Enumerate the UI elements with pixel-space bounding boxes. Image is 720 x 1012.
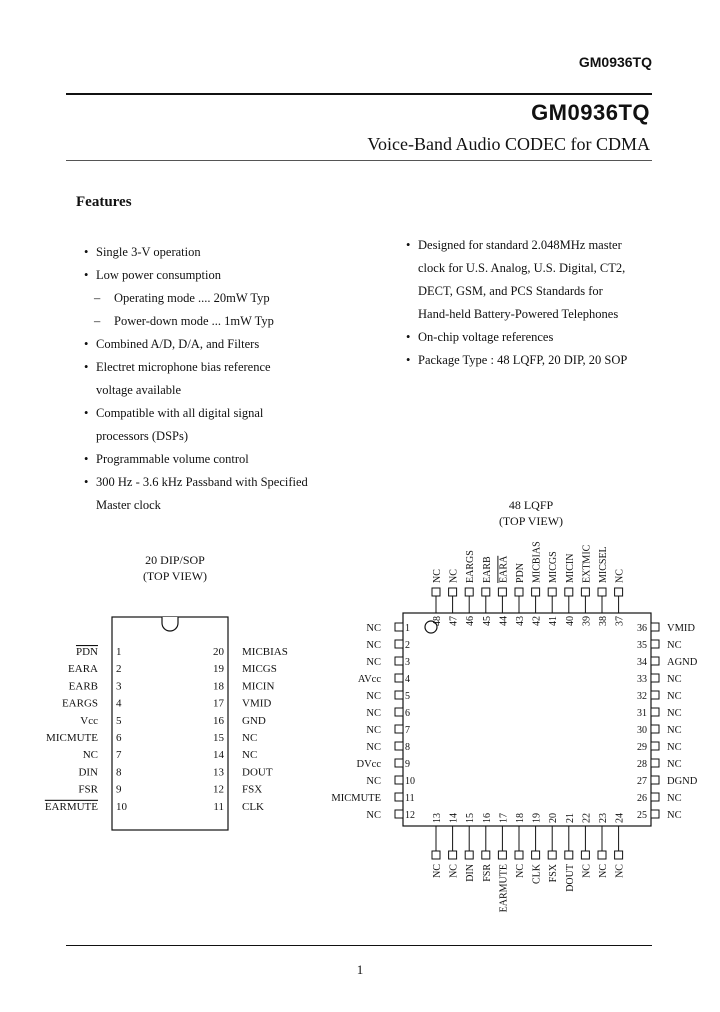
lqfp-pin-number: 38 <box>598 616 609 626</box>
feature-text: Programmable volume control <box>96 452 249 466</box>
lqfp-pin-pad <box>432 588 440 596</box>
lqfp-pin-number: 11 <box>405 793 415 804</box>
lqfp-pin-label: MICGS <box>548 551 560 583</box>
dip-pin-number: 8 <box>116 766 122 779</box>
lqfp-pin-pad <box>565 851 573 859</box>
lqfp-pin-number: 39 <box>581 616 593 626</box>
lqfp-pin-number: 41 <box>548 616 560 626</box>
dip-pin-label: PDN <box>75 646 98 658</box>
lqfp-pin-pad <box>615 851 623 859</box>
lqfp-pin-pad <box>548 588 556 596</box>
dip-pin-number: 20 <box>213 646 224 658</box>
lqfp-pin-label: NC <box>448 569 460 583</box>
feature-text: processors (DSPs) <box>96 429 189 443</box>
dip-pin-number: 11 <box>213 800 224 813</box>
lqfp-pin-pad <box>532 851 540 859</box>
lqfp-pin-pad <box>581 588 589 596</box>
lqfp-pin-label: DGND <box>667 776 698 787</box>
dip-pin-number: 10 <box>116 800 127 813</box>
dip-pin-label: MICIN <box>242 680 275 693</box>
dip-pin-number: 7 <box>116 749 122 762</box>
lqfp-pin-label: NC <box>366 810 381 821</box>
lqfp-pin-pad <box>651 725 659 733</box>
lqfp-pin-label: EXTMIC <box>581 544 593 583</box>
dip-pin-number: 18 <box>213 680 224 693</box>
lqfp-pin-number: 46 <box>465 616 477 626</box>
lqfp-pin-pad <box>395 793 403 801</box>
dip-pin-label: MICMUTE <box>46 732 98 744</box>
bullet-marker: • <box>406 238 411 252</box>
lqfp-pin-number: 36 <box>637 623 647 634</box>
lqfp-pin-label: VMID <box>667 623 695 634</box>
lqfp-pin-label: NC <box>667 725 682 736</box>
dip-pin-number: 14 <box>213 749 224 762</box>
lqfp-pin-pad <box>395 810 403 818</box>
page-title: GM0936TQ <box>531 100 650 125</box>
lqfp-pin-pad <box>395 691 403 699</box>
dip-pin-number: 3 <box>116 680 122 693</box>
footer-rule <box>66 945 652 946</box>
lqfp-pin-pad <box>651 810 659 818</box>
lqfp-pin-pad <box>482 851 490 859</box>
lqfp-pin-pad <box>395 640 403 648</box>
lqfp-pin-label: NC <box>366 623 381 634</box>
feature-text: Designed for standard 2.048MHz master <box>418 238 622 252</box>
lqfp-pin-number: 43 <box>515 616 526 626</box>
lqfp-pin-pad <box>395 708 403 716</box>
lqfp-pin-label: DOUT <box>564 864 576 892</box>
lqfp-pin-number: 12 <box>405 810 415 821</box>
dash-marker: – <box>94 314 101 328</box>
lqfp-pin-number: 48 <box>432 616 443 626</box>
dip-pin-label: MICGS <box>242 663 277 676</box>
lqfp-pin-label: NC <box>366 708 381 719</box>
lqfp-pin-number: 5 <box>405 691 410 702</box>
lqfp-pin-pad <box>395 759 403 767</box>
lqfp-pin-number: 23 <box>598 813 609 823</box>
bullet-marker: • <box>84 452 89 466</box>
lqfp-pin-pad <box>651 657 659 665</box>
lqfp-pin-label: NC <box>366 640 381 651</box>
header-part-number: GM0936TQ <box>578 54 652 70</box>
lqfp-pin-label: CLK <box>531 864 543 884</box>
dip-pin-number: 9 <box>116 783 122 796</box>
lqfp-pin-pad <box>598 851 606 859</box>
lqfp-pin-label: NC <box>667 640 682 651</box>
lqfp-pin-number: 37 <box>614 616 626 626</box>
dip-pin-number: 1 <box>116 646 122 658</box>
feature-text: Package Type : 48 LQFP, 20 DIP, 20 SOP <box>418 353 628 367</box>
lqfp-pin-label: NC <box>598 864 609 878</box>
feature-text: Single 3-V operation <box>96 245 201 259</box>
dip-title: 20 DIP/SOP <box>145 553 205 567</box>
lqfp-pin-label: EARMUTE <box>498 864 510 913</box>
lqfp-pin-number: 31 <box>637 708 647 719</box>
lqfp-pin-pad <box>651 674 659 682</box>
feature-text: Combined A/D, D/A, and Filters <box>96 337 260 351</box>
lqfp-pin-label: NC <box>366 725 381 736</box>
lqfp-pin-pad <box>465 851 473 859</box>
lqfp-pin-number: 29 <box>637 742 647 753</box>
lqfp-pin-number: 33 <box>637 674 647 685</box>
lqfp-pin-number: 30 <box>637 725 647 736</box>
feature-text: Power-down mode ... 1mW Typ <box>114 314 274 328</box>
dip-pin-number: 5 <box>116 714 122 727</box>
lqfp-pin-pad <box>651 759 659 767</box>
feature-text: On-chip voltage references <box>418 330 554 344</box>
dip-pin-label: FSX <box>242 783 263 796</box>
lqfp-pin-number: 18 <box>515 813 526 823</box>
lqfp-pin-label: NC <box>432 864 443 878</box>
lqfp-pin-number: 2 <box>405 640 410 651</box>
lqfp-pin-label: NC <box>432 569 443 583</box>
lqfp-pin-label: NC <box>667 691 682 702</box>
lqfp-pin-pad <box>651 623 659 631</box>
dip-pin-label: EARB <box>68 680 98 693</box>
lqfp-pin-pad <box>651 776 659 784</box>
lqfp-pin-number: 24 <box>614 813 626 823</box>
lqfp-pin-label: PDN <box>515 562 526 583</box>
lqfp-pin-number: 40 <box>564 616 576 626</box>
feature-text: Compatible with all digital signal <box>96 406 264 420</box>
lqfp-pin-label: NC <box>366 691 381 702</box>
lqfp-pin-number: 19 <box>531 813 543 823</box>
page-number: 1 <box>356 962 364 977</box>
lqfp-pin-number: 42 <box>531 616 543 626</box>
lqfp-pin-pad <box>651 742 659 750</box>
lqfp-pin-label: MICBIAS <box>531 541 543 583</box>
dip-pin-label: DOUT <box>242 766 273 779</box>
dip-pin-label: CLK <box>242 800 264 813</box>
lqfp-pin-pad <box>432 851 440 859</box>
lqfp-pin-pad <box>395 776 403 784</box>
lqfp-pin-pad <box>465 588 473 596</box>
lqfp-pin-pad <box>482 588 490 596</box>
dip-pin-label: GND <box>242 714 266 727</box>
lqfp-pin-label: NC <box>667 674 682 685</box>
lqfp-pin-label: NC <box>515 864 526 878</box>
lqfp-pin-pad <box>532 588 540 596</box>
dip-pin-label: EARA <box>68 663 98 676</box>
feature-text: Master clock <box>96 498 161 512</box>
bullet-marker: • <box>84 360 89 374</box>
bullet-marker: • <box>406 353 411 367</box>
lqfp-pin-label: AGND <box>667 657 698 668</box>
lqfp-pin-label: EARGS <box>465 550 477 583</box>
bullet-marker: • <box>84 406 89 420</box>
bullet-marker: • <box>84 245 89 259</box>
lqfp-pin-label: FSR <box>481 864 493 882</box>
page-subtitle: Voice-Band Audio CODEC for CDMA <box>367 134 650 154</box>
lqfp-pin-number: 22 <box>581 813 593 823</box>
feature-text: Hand-held Battery-Powered Telephones <box>418 307 619 321</box>
dip-pin-number: 19 <box>213 663 224 676</box>
feature-text: Low power consumption <box>96 268 221 282</box>
lqfp-pin-number: 9 <box>405 759 410 770</box>
lqfp-pin-number: 14 <box>448 813 460 823</box>
lqfp-pin-number: 6 <box>405 708 410 719</box>
dip-pin-number: 17 <box>213 697 224 710</box>
lqfp-pin-number: 21 <box>564 813 576 823</box>
lqfp-pin-number: 13 <box>432 813 443 823</box>
lqfp-pin-number: 8 <box>405 742 410 753</box>
lqfp-pin-number: 20 <box>548 813 560 823</box>
lqfp-pin-number: 27 <box>637 776 647 787</box>
bullet-marker: • <box>84 475 89 489</box>
lqfp-pin-pad <box>395 742 403 750</box>
dip-pin-number: 6 <box>116 732 122 744</box>
feature-text: Electret microphone bias reference <box>96 360 271 374</box>
dip-view: (TOP VIEW) <box>142 569 208 583</box>
lqfp-pin-number: 32 <box>637 691 647 702</box>
lqfp-pin-label: NC <box>366 742 381 753</box>
lqfp-pin-number: 34 <box>637 657 647 668</box>
feature-text: 300 Hz - 3.6 kHz Passband with Specified <box>96 475 308 489</box>
dip-pin-label: NC <box>242 749 258 762</box>
dip-pin-number: 13 <box>213 766 224 779</box>
lqfp-pin-number: 10 <box>405 776 415 787</box>
lqfp-pin-label: MICMUTE <box>331 793 381 804</box>
lqfp-pin-number: 3 <box>405 657 410 668</box>
lqfp-pin-label: NC <box>448 864 460 878</box>
lqfp-pin-number: 4 <box>405 674 410 685</box>
dip-pin-label: DIN <box>78 766 98 779</box>
lqfp-pin-label: FSX <box>548 864 560 883</box>
dip-pin-label: Vcc <box>80 714 98 727</box>
lqfp-pin-label: AVcc <box>357 674 381 685</box>
lqfp-pin-label: NC <box>667 708 682 719</box>
lqfp-pin-pad <box>498 588 506 596</box>
lqfp-pin-label: NC <box>667 759 682 770</box>
lqfp-pin-pad <box>598 588 606 596</box>
lqfp-pin-pad <box>515 851 523 859</box>
dip-pin-number: 2 <box>116 663 122 676</box>
dip-pin-number: 4 <box>116 697 122 710</box>
feature-text: DECT, GSM, and PCS Standards for <box>418 284 603 298</box>
lqfp-pin-pad <box>651 793 659 801</box>
lqfp-pin-pad <box>498 851 506 859</box>
dip-pin-label: EARGS <box>61 697 98 710</box>
lqfp-pin-number: 15 <box>465 813 477 823</box>
lqfp-pin-label: NC <box>366 657 381 668</box>
dip-pin-label: MICBIAS <box>242 646 288 658</box>
lqfp-pin-label: DIN <box>465 864 477 882</box>
lqfp-pin-pad <box>615 588 623 596</box>
lqfp-pin-number: 35 <box>637 640 647 651</box>
lqfp-pin-label: NC <box>667 742 682 753</box>
lqfp-pin-number: 44 <box>498 616 510 626</box>
lqfp-pin-pad <box>581 851 589 859</box>
lqfp-pin-label: EARA <box>498 555 510 583</box>
lqfp-pin-label: NC <box>614 569 626 583</box>
dip-pin-label: EARMUTE <box>44 800 98 813</box>
feature-text: Operating mode .... 20mW Typ <box>114 291 270 305</box>
dip-pin-label: NC <box>82 749 98 762</box>
lqfp-pin-pad <box>449 851 457 859</box>
lqfp-pin-label: NC <box>581 864 593 878</box>
lqfp-pin-number: 7 <box>405 725 410 736</box>
dip-pin-label: FSR <box>78 783 98 796</box>
lqfp-pin-label: MICSEL <box>598 546 609 583</box>
features-heading: Features <box>76 194 132 210</box>
dip-pin-number: 16 <box>213 714 224 727</box>
bullet-marker: • <box>406 330 411 344</box>
lqfp-pin-number: 28 <box>637 759 647 770</box>
lqfp-pin-number: 47 <box>448 616 460 626</box>
lqfp-pin-label: NC <box>614 864 626 878</box>
lqfp-pin-label: DVcc <box>356 759 381 770</box>
dip-pin-label: VMID <box>242 697 272 710</box>
lqfp-pin-pad <box>395 674 403 682</box>
lqfp-pin-number: 16 <box>481 813 493 823</box>
lqfp-pin-pad <box>548 851 556 859</box>
lqfp-pin-pad <box>515 588 523 596</box>
lqfp-pin-number: 1 <box>405 623 410 634</box>
lqfp-pin-pad <box>565 588 573 596</box>
lqfp-pin-number: 25 <box>637 810 647 821</box>
dip-pin-number: 12 <box>213 783 224 796</box>
lqfp-pin-pad <box>395 623 403 631</box>
dash-marker: – <box>94 291 101 305</box>
lqfp-view: (TOP VIEW) <box>498 514 564 528</box>
lqfp-pin-number: 45 <box>481 616 493 626</box>
lqfp-pin-pad <box>651 708 659 716</box>
lqfp-pin-label: MICIN <box>564 553 576 583</box>
lqfp-title: 48 LQFP <box>508 498 554 512</box>
lqfp-pin-label: EARB <box>481 556 493 583</box>
lqfp-pin-label: NC <box>667 793 682 804</box>
lqfp-body <box>403 613 651 826</box>
lqfp-pin-label: NC <box>366 776 381 787</box>
dip-pin-label: NC <box>242 732 258 744</box>
lqfp-pin-number: 17 <box>498 813 510 823</box>
lqfp-pin-pad <box>651 691 659 699</box>
lqfp-pin-label: NC <box>667 810 682 821</box>
lqfp-pin-pad <box>395 725 403 733</box>
lqfp-pin-pad <box>395 657 403 665</box>
feature-text: clock for U.S. Analog, U.S. Digital, CT2, <box>418 261 626 275</box>
bullet-marker: • <box>84 337 89 351</box>
feature-text: voltage available <box>96 383 182 397</box>
lqfp-pin-pad <box>449 588 457 596</box>
dip-pin-number: 15 <box>213 732 224 744</box>
lqfp-pin-number: 26 <box>637 793 647 804</box>
lqfp-pin-pad <box>651 640 659 648</box>
bullet-marker: • <box>84 268 89 282</box>
